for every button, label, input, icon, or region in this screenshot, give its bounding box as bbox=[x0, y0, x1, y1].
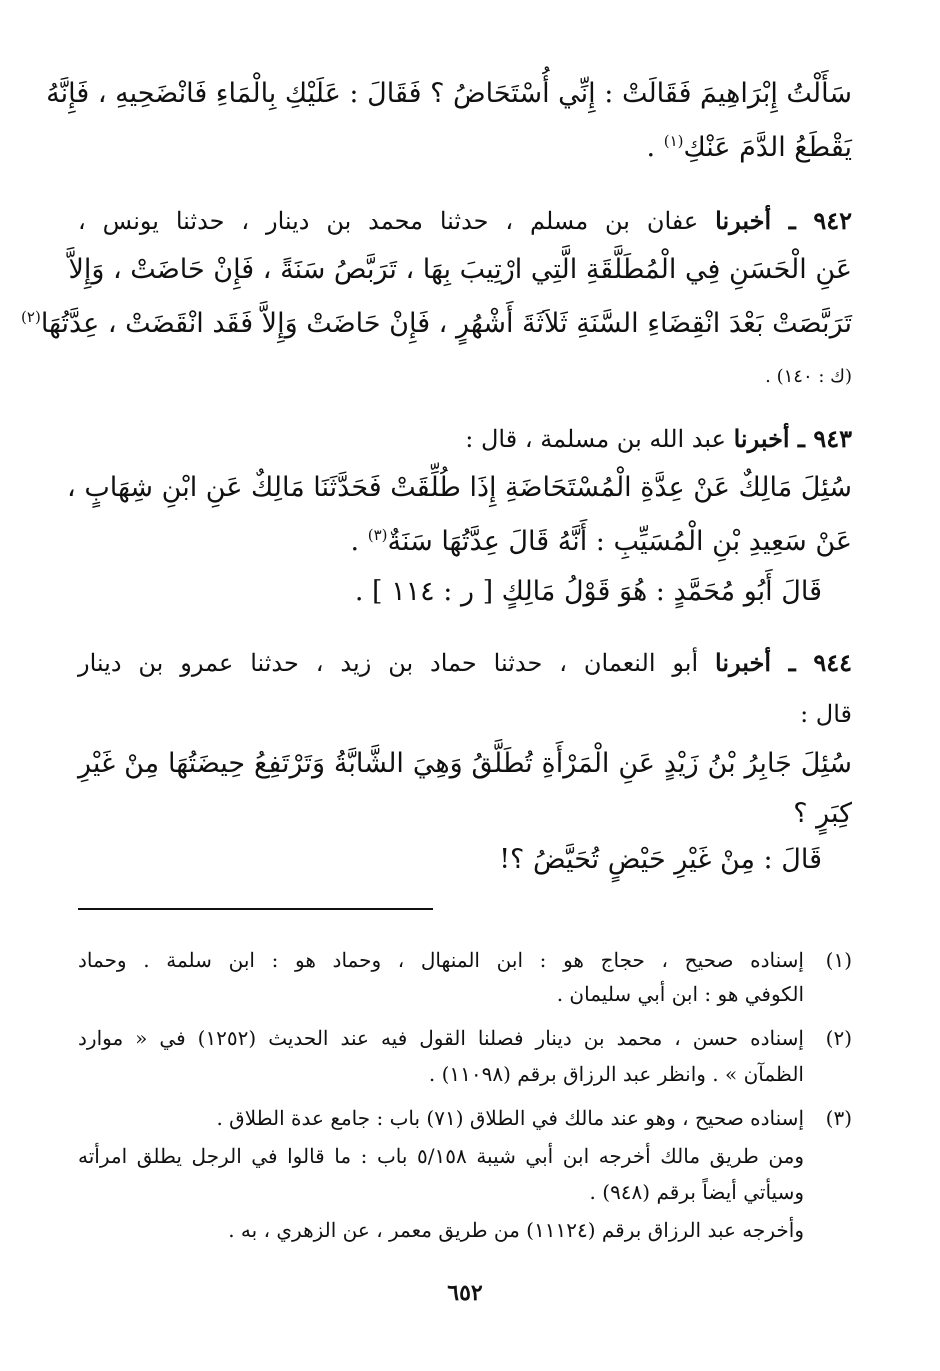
hadith-text-line bbox=[78, 576, 822, 607]
line-text: سُئِلَ جَابِرُ بْنُ زَيْدٍ عَنِ الْمَرْأَةِ تُطَلَّقُ وَهِيَ الشَّابَّةُ وَتَرْتَفِعُ حِيضَتُهَا مِنْ غَيْرِ bbox=[78, 748, 852, 779]
footnote-number: (٣) bbox=[825, 1106, 852, 1130]
footnote-2-continuation bbox=[78, 1062, 804, 1086]
line-text: كِبَرٍ ؟ bbox=[793, 798, 852, 829]
line-text: تَرَبَّصَتْ بَعْدَ انْقِضَاءِ السَّنَةِ ثَلاَثَةَ أَشْهُرٍ ، فَإِنْ حَاضَتْ وَإِلاَّ فَقَد انْقَضَتْ ، عِدَّتُهَا bbox=[40, 308, 852, 339]
footnote-number: (٢) bbox=[825, 1026, 852, 1050]
isnad-line bbox=[78, 700, 852, 728]
footnote-3-continuation bbox=[78, 1218, 804, 1242]
hadith-text-line bbox=[67, 472, 852, 503]
footnote-text: إسناده صحيح ، وهو عند مالك في الطلاق (٧١) باب : جامع عدة الطلاق . bbox=[216, 1106, 804, 1130]
footnote-separator bbox=[78, 908, 433, 910]
line-text: قَالَ أَبُو مُحَمَّدٍ : هُوَ قَوْلُ مَالِكٍ [ ر : ١١٤ ] . bbox=[354, 576, 822, 607]
footnote-text: إسناده حسن ، محمد بن دينار فصلنا القول فيه عند الحديث (١٢٥٢) في « موارد bbox=[78, 1026, 804, 1050]
footnote-1-continuation bbox=[78, 982, 804, 1006]
line-text: سُئِلَ مَالِكٌ عَنْ عِدَّةِ الْمُسْتَحَاضَةِ إِذَا طُلِّقَتْ فَحَدَّثَنَا مَالِكٌ عَنِ ابْنِ شِهَابٍ ، bbox=[67, 472, 852, 503]
footnote-number: (١) bbox=[825, 948, 852, 972]
hadith-number-lead: ٩٤٤ ـ أخبرنا bbox=[715, 648, 852, 677]
line-text: عَنِ الْحَسَنِ فِي الْمُطَلَّقَةِ الَّتِي ارْتِيبَ بِهَا ، تَرَبَّصُ سَنَةً ، فَإِنْ حَاضَتْ ، وَإِلاَّ bbox=[68, 254, 852, 285]
isnad-line bbox=[78, 424, 852, 453]
footnote-3 bbox=[78, 1106, 852, 1130]
footnote-text: ومن طريق مالك أخرجه ابن أبي شيبة ٥/١٥٨ باب : ما قالوا في الرجل يطلق امرأته bbox=[78, 1144, 804, 1168]
line-text: عَنْ سَعِيدِ بْنِ الْمُسَيِّبِ : أَنَّهُ قَالَ عِدَّتُهَا سَنَةٌ bbox=[387, 526, 852, 557]
page-number: ٦٥٢ bbox=[447, 1280, 483, 1306]
footnote-marker[interactable]: (٣) bbox=[367, 526, 388, 544]
line-text: قَالَ : مِنْ غَيْرِ حَيْضٍ تُحَيَّضُ ؟! bbox=[499, 844, 822, 875]
isnad-text: عفان بن مسلم ، حدثنا محمد بن دينار ، حدثنا يونس ، bbox=[78, 207, 716, 235]
hadith-text-line bbox=[46, 78, 852, 109]
footnote-text: وأخرجه عبد الرزاق برقم (١١١٢٤) من طريق معمر ، عن الزهري ، به . bbox=[228, 1218, 804, 1242]
footnote-text: إسناده صحيح ، حجاج هو : ابن المنهال ، وحماد هو : ابن سلمة . وحماد bbox=[78, 948, 804, 972]
isnad-line bbox=[78, 206, 852, 235]
line-text: يَقْطَعُ الدَّمَ عَنْكِ bbox=[683, 132, 852, 163]
footnote-marker[interactable]: (٢) bbox=[21, 308, 41, 326]
footnote-text: الكوفي هو : ابن أبي سليمان . bbox=[556, 982, 804, 1006]
hadith-text-line bbox=[78, 526, 852, 557]
line-text: . bbox=[646, 132, 664, 163]
hadith-text-line bbox=[78, 844, 822, 875]
hadith-text-line bbox=[78, 132, 852, 163]
footnote-text: وسيأتي أيضاً برقم (٩٤٨) . bbox=[589, 1180, 804, 1204]
footnote-1 bbox=[78, 948, 852, 972]
footnote-3-continuation bbox=[78, 1144, 804, 1168]
hadith-text-line bbox=[68, 254, 852, 285]
reference-line bbox=[78, 366, 852, 387]
hadith-number-lead: ٩٤٣ ـ أخبرنا bbox=[733, 424, 852, 453]
isnad-text: أبو النعمان ، حدثنا حماد بن زيد ، حدثنا عمرو بن دينار bbox=[78, 649, 716, 677]
isnad-text: عبد الله بن مسلمة ، قال : bbox=[465, 425, 734, 453]
footnote-text: الظمآن » . وانظر عبد الرزاق برقم (١١٠٩٨) . bbox=[428, 1062, 804, 1086]
hadith-text-line bbox=[21, 308, 852, 339]
footnote-marker[interactable]: (١) bbox=[663, 132, 684, 150]
line-text: . bbox=[350, 526, 368, 557]
isnad-text: قال : bbox=[800, 700, 852, 728]
reference-text: (ك : ١٤٠) . bbox=[765, 366, 852, 387]
line-text: سَأَلْتُ إِبْرَاهِيمَ فَقَالَتْ : إِنِّي أُسْتَحَاضُ ؟ فَقَالَ : عَلَيْكِ بِالْمَاءِ فَانْضَحِيهِ ، فَإِنَّهُ bbox=[46, 78, 852, 109]
footnote-3-continuation bbox=[78, 1180, 804, 1204]
hadith-number-lead: ٩٤٢ ـ أخبرنا bbox=[715, 206, 852, 235]
footnote-2 bbox=[78, 1026, 852, 1050]
hadith-text-line bbox=[78, 798, 852, 829]
book-page bbox=[21, 68, 852, 1331]
hadith-text-line bbox=[78, 748, 852, 779]
isnad-line bbox=[78, 648, 852, 677]
